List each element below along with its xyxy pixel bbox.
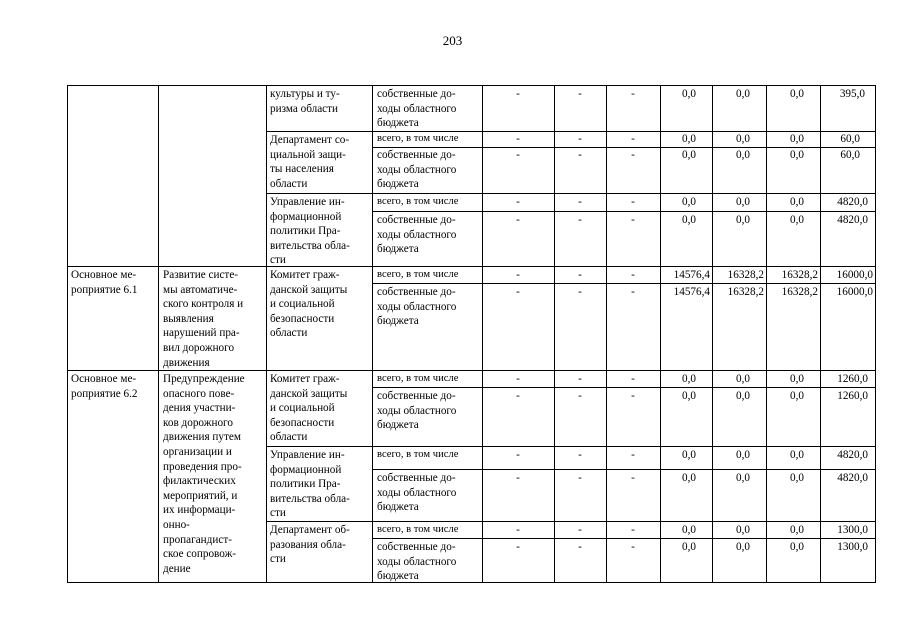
- value-cell: 0,0: [736, 373, 750, 385]
- table-border-top: [67, 85, 875, 86]
- value-cell: 0,0: [790, 524, 804, 536]
- value-cell: 16328,2: [727, 269, 764, 281]
- dash-cell: -: [516, 214, 520, 226]
- dash-cell: -: [516, 472, 520, 484]
- value-cell: 0,0: [790, 214, 804, 226]
- dash-cell: -: [578, 269, 582, 281]
- value-cell: 14576,4: [673, 269, 710, 281]
- measure-code: Основное ме- роприятие 6.1: [71, 269, 138, 296]
- value-cell: 0,0: [790, 541, 804, 553]
- row-line: [372, 538, 875, 539]
- dash-cell: -: [631, 524, 635, 536]
- value-cell: 16328,2: [781, 269, 818, 281]
- value-cell: 0,0: [682, 390, 696, 402]
- value-cell: 1300,0: [837, 541, 868, 553]
- executor-name: Департамент со- циальной защи- ты населения области: [270, 134, 350, 190]
- funding-source: всего, в том числе: [377, 196, 459, 207]
- value-cell: 0,0: [736, 449, 750, 461]
- value-cell: 0,0: [736, 524, 750, 536]
- value-cell: 4820,0: [837, 472, 868, 484]
- dash-cell: -: [516, 524, 520, 536]
- executor-name: Управление ин- формационной политики Пра- вительства обла- сти: [270, 449, 350, 520]
- value-cell: 0,0: [790, 390, 804, 402]
- value-cell: 0,0: [682, 149, 696, 161]
- value-cell: 16328,2: [727, 286, 764, 298]
- value-cell: 0,0: [682, 541, 696, 553]
- value-cell: 0,0: [790, 88, 804, 100]
- col-line: [266, 85, 267, 583]
- value-cell: 0,0: [736, 541, 750, 553]
- row-line: [67, 266, 875, 267]
- value-cell: 0,0: [790, 472, 804, 484]
- value-cell: 0,0: [736, 149, 750, 161]
- col-line: [372, 85, 373, 583]
- value-cell: 14576,4: [673, 286, 710, 298]
- dash-cell: -: [516, 269, 520, 281]
- value-cell: 1260,0: [837, 373, 868, 385]
- value-cell: 0,0: [682, 133, 696, 145]
- funding-source: всего, в том числе: [377, 269, 459, 280]
- row-line: [372, 387, 875, 388]
- dash-cell: -: [631, 541, 635, 553]
- value-cell: 0,0: [682, 373, 696, 385]
- dash-cell: -: [578, 541, 582, 553]
- row-line: [372, 283, 875, 284]
- dash-cell: -: [631, 472, 635, 484]
- value-cell: 0,0: [682, 196, 696, 208]
- funding-source: собственные до- ходы областного бюджета: [377, 214, 457, 256]
- value-cell: 60,0: [840, 149, 860, 161]
- value-cell: 0,0: [790, 449, 804, 461]
- value-cell: 4820,0: [837, 196, 868, 208]
- funding-source: всего, в том числе: [377, 449, 459, 460]
- row-line: [266, 193, 875, 194]
- value-cell: 4820,0: [837, 214, 868, 226]
- value-cell: 4820,0: [837, 449, 868, 461]
- dash-cell: -: [578, 196, 582, 208]
- measure-name: Развитие систе- мы автоматиче- ского контроля и выявления нарушений пра- вил дорожного движения: [163, 269, 244, 369]
- value-cell: 0,0: [736, 196, 750, 208]
- dash-cell: -: [631, 196, 635, 208]
- value-cell: 0,0: [790, 373, 804, 385]
- dash-cell: -: [578, 286, 582, 298]
- value-cell: 0,0: [682, 472, 696, 484]
- col-line: [67, 85, 68, 583]
- funding-source: собственные до- ходы областного бюджета: [377, 541, 457, 583]
- funding-source: собственные до- ходы областного бюджета: [377, 286, 457, 328]
- funding-source: собственные до- ходы областного бюджета: [377, 88, 457, 130]
- dash-cell: -: [631, 269, 635, 281]
- funding-source: всего, в том числе: [377, 524, 459, 535]
- dash-cell: -: [516, 390, 520, 402]
- dash-cell: -: [578, 149, 582, 161]
- dash-cell: -: [516, 449, 520, 461]
- dash-cell: -: [578, 449, 582, 461]
- funding-source: всего, в том числе: [377, 373, 459, 384]
- dash-cell: -: [516, 149, 520, 161]
- dash-cell: -: [578, 373, 582, 385]
- table-border-bottom: [67, 582, 875, 583]
- executor-name: Управление ин- формационной политики Пра- вительства обла- сти: [270, 196, 350, 267]
- row-line: [372, 469, 875, 470]
- dash-cell: -: [631, 286, 635, 298]
- dash-cell: -: [578, 472, 582, 484]
- value-cell: 16328,2: [781, 286, 818, 298]
- value-cell: 0,0: [736, 133, 750, 145]
- dash-cell: -: [578, 88, 582, 100]
- dash-cell: -: [631, 133, 635, 145]
- row-line: [266, 446, 875, 447]
- value-cell: 0,0: [736, 390, 750, 402]
- value-cell: 60,0: [840, 133, 860, 145]
- value-cell: 16000,0: [836, 286, 873, 298]
- value-cell: 0,0: [790, 133, 804, 145]
- dash-cell: -: [516, 88, 520, 100]
- value-cell: 0,0: [682, 524, 696, 536]
- value-cell: 395,0: [839, 88, 865, 100]
- dash-cell: -: [516, 541, 520, 553]
- dash-cell: -: [578, 390, 582, 402]
- table-border-right: [875, 85, 876, 583]
- col-line: [158, 85, 159, 583]
- dash-cell: -: [516, 373, 520, 385]
- dash-cell: -: [631, 390, 635, 402]
- executor-name: Комитет граж- данской защиты и социальной безопасности области: [270, 269, 348, 340]
- executor-name: Комитет граж- данской защиты и социальной безопасности области: [270, 373, 348, 444]
- measure-name: Предупреждение опасного пове- дения участни- ков дорожного движения путем организации и проведения про- филактических мероприятий, и их информаци- онно- пропагандист- ское сопровож- дение: [163, 373, 245, 575]
- value-cell: 0,0: [790, 149, 804, 161]
- dash-cell: -: [631, 214, 635, 226]
- value-cell: 0,0: [790, 196, 804, 208]
- dash-cell: -: [631, 149, 635, 161]
- value-cell: 0,0: [682, 449, 696, 461]
- value-cell: 1300,0: [837, 524, 868, 536]
- value-cell: 0,0: [682, 214, 696, 226]
- value-cell: 0,0: [736, 214, 750, 226]
- value-cell: 1260,0: [837, 390, 868, 402]
- dash-cell: -: [516, 286, 520, 298]
- dash-cell: -: [516, 133, 520, 145]
- value-cell: 16000,0: [836, 269, 873, 281]
- executor-name: культуры и ту- ризма области: [270, 88, 340, 115]
- dash-cell: -: [578, 524, 582, 536]
- dash-cell: -: [578, 133, 582, 145]
- funding-source: собственные до- ходы областного бюджета: [377, 390, 457, 432]
- value-cell: 0,0: [682, 88, 696, 100]
- funding-source: всего, в том числе: [377, 133, 459, 144]
- value-cell: 0,0: [736, 88, 750, 100]
- dash-cell: -: [631, 88, 635, 100]
- page-number: 203: [442, 33, 463, 48]
- funding-source: собственные до- ходы областного бюджета: [377, 149, 457, 191]
- funding-source: собственные до- ходы областного бюджета: [377, 472, 457, 514]
- row-line: [266, 521, 875, 522]
- dash-cell: -: [631, 373, 635, 385]
- dash-cell: -: [516, 196, 520, 208]
- value-cell: 0,0: [736, 472, 750, 484]
- dash-cell: -: [578, 214, 582, 226]
- dash-cell: -: [631, 449, 635, 461]
- row-line: [372, 211, 875, 212]
- measure-code: Основное ме- роприятие 6.2: [71, 373, 138, 400]
- executor-name: Департамент об- разования обла- сти: [270, 524, 350, 566]
